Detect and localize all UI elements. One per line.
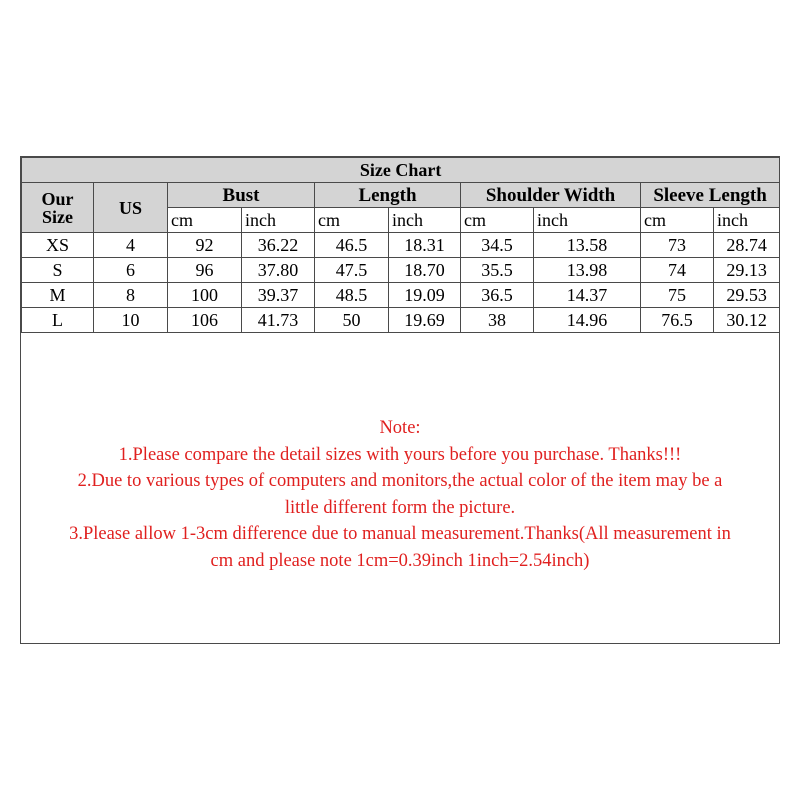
value-cell: 28.74 — [714, 233, 780, 258]
note-line: 3.Please allow 1-3cm difference due to manual measurement.Thanks(All measurement in — [69, 524, 731, 544]
value-cell: 13.98 — [534, 258, 641, 283]
size-cell: S — [22, 258, 94, 283]
value-cell: 75 — [641, 283, 714, 308]
value-cell: 14.37 — [534, 283, 641, 308]
value-cell: 46.5 — [315, 233, 389, 258]
unit-header: cm — [461, 208, 534, 233]
unit-header: inch — [389, 208, 461, 233]
sleeve-length-header: Sleeve Length — [641, 183, 780, 208]
us-cell: 8 — [94, 283, 168, 308]
chart-title: Size Chart — [22, 158, 780, 183]
size-cell: M — [22, 283, 94, 308]
notes-block — [21, 415, 779, 574]
shoulder-width-header: Shoulder Width — [461, 183, 641, 208]
size-cell: XS — [22, 233, 94, 258]
value-cell: 13.58 — [534, 233, 641, 258]
note-line: 2.Due to various types of computers and monitors,the actual color of the item may be a — [77, 471, 723, 491]
note-line: 1.Please compare the detail sizes with yours before you purchase. Thanks!!! — [118, 444, 682, 465]
us-cell: 10 — [94, 308, 168, 333]
unit-header: cm — [315, 208, 389, 233]
value-cell: 19.09 — [389, 283, 461, 308]
us-size-header: US — [94, 183, 168, 233]
value-cell: 47.5 — [315, 258, 389, 283]
table-row — [22, 258, 780, 283]
value-cell: 48.5 — [315, 283, 389, 308]
unit-header: cm — [168, 208, 242, 233]
value-cell: 36.22 — [242, 233, 315, 258]
value-cell: 30.12 — [714, 308, 780, 333]
value-cell: 41.73 — [242, 308, 315, 333]
value-cell: 19.69 — [389, 308, 461, 333]
our-size-header-line1: Our — [41, 188, 74, 209]
value-cell: 106 — [168, 308, 242, 333]
unit-header: inch — [242, 208, 315, 233]
value-cell: 18.31 — [389, 233, 461, 258]
unit-header: inch — [714, 208, 780, 233]
note-heading: Note: — [379, 418, 421, 438]
value-cell: 36.5 — [461, 283, 534, 308]
table-row — [22, 308, 780, 333]
unit-header: inch — [534, 208, 641, 233]
value-cell: 35.5 — [461, 258, 534, 283]
value-cell: 74 — [641, 258, 714, 283]
note-line: cm and please note 1cm=0.39inch 1inch=2.54inch) — [210, 550, 590, 571]
us-cell: 4 — [94, 233, 168, 258]
value-cell: 96 — [168, 258, 242, 283]
table-row — [22, 283, 780, 308]
value-cell: 38 — [461, 308, 534, 333]
value-cell: 14.96 — [534, 308, 641, 333]
size-chart-table — [21, 157, 780, 333]
unit-header: cm — [641, 208, 714, 233]
value-cell: 37.80 — [242, 258, 315, 283]
value-cell: 18.70 — [389, 258, 461, 283]
value-cell: 29.13 — [714, 258, 780, 283]
value-cell: 39.37 — [242, 283, 315, 308]
bust-header: Bust — [168, 183, 315, 208]
length-header: Length — [315, 183, 461, 208]
size-chart-sheet — [20, 156, 780, 644]
our-size-header — [22, 183, 94, 233]
value-cell: 50 — [315, 308, 389, 333]
size-cell: L — [22, 308, 94, 333]
value-cell: 34.5 — [461, 233, 534, 258]
us-cell: 6 — [94, 258, 168, 283]
value-cell: 76.5 — [641, 308, 714, 333]
table-row — [22, 233, 780, 258]
value-cell: 29.53 — [714, 283, 780, 308]
our-size-header-line2: Size — [42, 206, 73, 227]
value-cell: 100 — [168, 283, 242, 308]
value-cell: 73 — [641, 233, 714, 258]
note-line: little different form the picture. — [284, 497, 516, 518]
value-cell: 92 — [168, 233, 242, 258]
